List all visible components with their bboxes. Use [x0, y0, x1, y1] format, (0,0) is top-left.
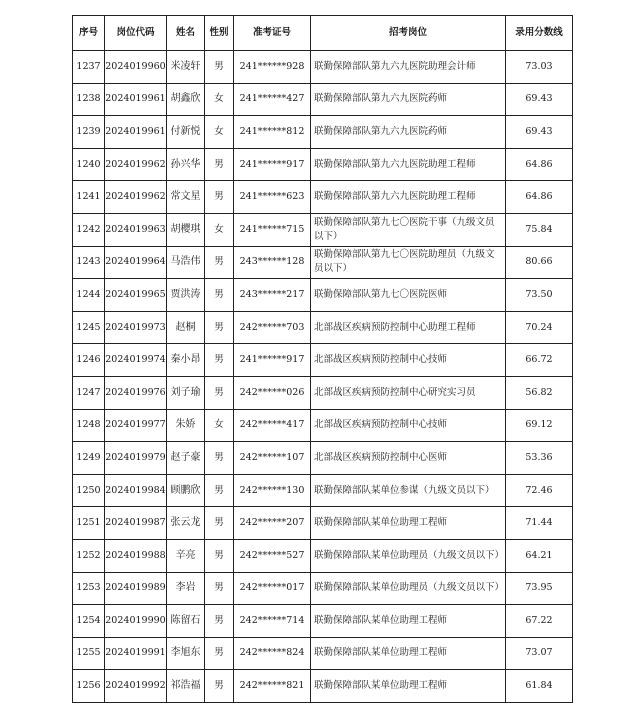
cell-gender: 女 [205, 409, 234, 442]
cell-gender: 女 [205, 116, 234, 149]
cell-name: 李岩 [167, 572, 205, 605]
cell-exam-id: 243******217 [234, 279, 311, 312]
cell-serial: 1239 [73, 116, 105, 149]
cell-post-code: 2024019962 [105, 148, 167, 181]
cell-exam-id: 241******715 [234, 213, 311, 246]
cell-score-line: 61.84 [506, 670, 573, 703]
table-row [73, 181, 573, 214]
cell-score-line: 69.43 [506, 116, 573, 149]
cell-serial: 1255 [73, 637, 105, 670]
cell-score-line: 64.86 [506, 181, 573, 214]
cell-serial: 1253 [73, 572, 105, 605]
cell-name: 贾洪涛 [167, 279, 205, 312]
table-row [73, 637, 573, 670]
cell-position: 联勤保障部队第九六九医院助理会计师 [311, 51, 506, 84]
cell-serial: 1256 [73, 670, 105, 703]
table-body [73, 51, 573, 703]
cell-gender: 男 [205, 51, 234, 84]
cell-exam-id: 242******026 [234, 376, 311, 409]
table-row [73, 246, 573, 279]
cell-position: 北部战区疾病预防控制中心技师 [311, 409, 506, 442]
cell-name: 刘子瑜 [167, 376, 205, 409]
cell-serial: 1252 [73, 539, 105, 572]
cell-serial: 1245 [73, 311, 105, 344]
cell-exam-id: 241******623 [234, 181, 311, 214]
cell-position: 联勤保障部队某单位助理工程师 [311, 637, 506, 670]
table-row [73, 51, 573, 84]
cell-serial: 1246 [73, 344, 105, 377]
cell-serial: 1242 [73, 213, 105, 246]
cell-post-code: 2024019974 [105, 344, 167, 377]
cell-name: 赵桐 [167, 311, 205, 344]
cell-name: 赵子豪 [167, 442, 205, 475]
cell-serial: 1243 [73, 246, 105, 279]
recruitment-score-table [72, 15, 573, 703]
cell-gender: 男 [205, 539, 234, 572]
cell-name: 辛亮 [167, 539, 205, 572]
table-row [73, 116, 573, 149]
cell-score-line: 80.66 [506, 246, 573, 279]
cell-name: 朱娇 [167, 409, 205, 442]
cell-gender: 男 [205, 507, 234, 540]
cell-post-code: 2024019988 [105, 539, 167, 572]
table-row [73, 539, 573, 572]
cell-name: 米凌轩 [167, 51, 205, 84]
cell-post-code: 2024019961 [105, 116, 167, 149]
header-position: 招考岗位 [311, 16, 506, 51]
cell-score-line: 69.43 [506, 83, 573, 116]
cell-gender: 女 [205, 83, 234, 116]
cell-exam-id: 242******821 [234, 670, 311, 703]
cell-score-line: 56.82 [506, 376, 573, 409]
cell-post-code: 2024019962 [105, 181, 167, 214]
cell-exam-id: 242******107 [234, 442, 311, 475]
cell-gender: 男 [205, 376, 234, 409]
cell-gender: 男 [205, 442, 234, 475]
table-row [73, 279, 573, 312]
cell-position: 联勤保障部队第九七〇医院干事（九级文员以下） [311, 213, 506, 246]
cell-gender: 男 [205, 181, 234, 214]
cell-exam-id: 241******917 [234, 344, 311, 377]
cell-serial: 1241 [73, 181, 105, 214]
header-exam-id: 准考证号 [234, 16, 311, 51]
header-score-line: 录用分数线 [506, 16, 573, 51]
cell-serial: 1254 [73, 605, 105, 638]
cell-score-line: 73.50 [506, 279, 573, 312]
cell-position: 联勤保障部队某单位助理工程师 [311, 605, 506, 638]
table-row [73, 474, 573, 507]
cell-position: 联勤保障部队第九六九医院助理工程师 [311, 148, 506, 181]
cell-score-line: 70.24 [506, 311, 573, 344]
cell-position: 北部战区疾病预防控制中心助理工程师 [311, 311, 506, 344]
cell-exam-id: 242******703 [234, 311, 311, 344]
cell-name: 李旭东 [167, 637, 205, 670]
cell-post-code: 2024019979 [105, 442, 167, 475]
cell-score-line: 73.95 [506, 572, 573, 605]
cell-position: 联勤保障部队第九七〇医院助理员（九级文员以下） [311, 246, 506, 279]
cell-position: 联勤保障部队某单位助理员（九级文员以下） [311, 539, 506, 572]
cell-exam-id: 241******917 [234, 148, 311, 181]
table-row [73, 83, 573, 116]
cell-position: 联勤保障部队某单位参谋（九级文员以下） [311, 474, 506, 507]
cell-score-line: 71.44 [506, 507, 573, 540]
cell-serial: 1237 [73, 51, 105, 84]
cell-exam-id: 241******427 [234, 83, 311, 116]
cell-gender: 男 [205, 572, 234, 605]
cell-position: 联勤保障部队第九六九医院药师 [311, 116, 506, 149]
cell-score-line: 73.07 [506, 637, 573, 670]
cell-post-code: 2024019992 [105, 670, 167, 703]
table-row [73, 376, 573, 409]
table-row [73, 213, 573, 246]
table-row [73, 409, 573, 442]
cell-exam-id: 242******417 [234, 409, 311, 442]
header-name: 姓名 [167, 16, 205, 51]
cell-post-code: 2024019961 [105, 83, 167, 116]
cell-exam-id: 242******824 [234, 637, 311, 670]
table-row [73, 311, 573, 344]
cell-exam-id: 242******527 [234, 539, 311, 572]
cell-score-line: 67.22 [506, 605, 573, 638]
cell-position: 联勤保障部队某单位助理工程师 [311, 670, 506, 703]
cell-score-line: 69.12 [506, 409, 573, 442]
table-row [73, 442, 573, 475]
table-row [73, 507, 573, 540]
cell-score-line: 73.03 [506, 51, 573, 84]
cell-serial: 1248 [73, 409, 105, 442]
cell-exam-id: 241******928 [234, 51, 311, 84]
cell-score-line: 75.84 [506, 213, 573, 246]
cell-name: 陈留石 [167, 605, 205, 638]
cell-exam-id: 243******128 [234, 246, 311, 279]
cell-exam-id: 241******812 [234, 116, 311, 149]
cell-serial: 1247 [73, 376, 105, 409]
cell-score-line: 53.36 [506, 442, 573, 475]
cell-post-code: 2024019989 [105, 572, 167, 605]
cell-score-line: 72.46 [506, 474, 573, 507]
cell-post-code: 2024019977 [105, 409, 167, 442]
cell-gender: 男 [205, 670, 234, 703]
cell-name: 付新悦 [167, 116, 205, 149]
cell-position: 联勤保障部队第九六九医院助理工程师 [311, 181, 506, 214]
cell-post-code: 2024019991 [105, 637, 167, 670]
cell-post-code: 2024019973 [105, 311, 167, 344]
cell-name: 张云龙 [167, 507, 205, 540]
cell-position: 联勤保障部队第九六九医院药师 [311, 83, 506, 116]
cell-serial: 1244 [73, 279, 105, 312]
cell-name: 顾鹏欣 [167, 474, 205, 507]
cell-exam-id: 242******130 [234, 474, 311, 507]
cell-exam-id: 242******017 [234, 572, 311, 605]
table-row [73, 148, 573, 181]
cell-exam-id: 242******207 [234, 507, 311, 540]
cell-post-code: 2024019990 [105, 605, 167, 638]
cell-post-code: 2024019963 [105, 213, 167, 246]
table-row [73, 670, 573, 703]
cell-position: 北部战区疾病预防控制中心医师 [311, 442, 506, 475]
cell-gender: 男 [205, 311, 234, 344]
cell-post-code: 2024019965 [105, 279, 167, 312]
cell-serial: 1238 [73, 83, 105, 116]
cell-gender: 男 [205, 246, 234, 279]
cell-gender: 男 [205, 148, 234, 181]
cell-name: 马浩伟 [167, 246, 205, 279]
cell-gender: 女 [205, 213, 234, 246]
cell-name: 常文星 [167, 181, 205, 214]
header-serial: 序号 [73, 16, 105, 51]
cell-post-code: 2024019976 [105, 376, 167, 409]
header-gender: 性别 [205, 16, 234, 51]
cell-name: 孙兴华 [167, 148, 205, 181]
table-row [73, 344, 573, 377]
header-row [73, 16, 573, 51]
cell-gender: 男 [205, 279, 234, 312]
cell-post-code: 2024019964 [105, 246, 167, 279]
cell-score-line: 64.86 [506, 148, 573, 181]
table-row [73, 605, 573, 638]
table-header [73, 16, 573, 51]
cell-post-code: 2024019960 [105, 51, 167, 84]
cell-score-line: 64.21 [506, 539, 573, 572]
cell-position: 联勤保障部队某单位助理工程师 [311, 507, 506, 540]
cell-name: 胡樱琪 [167, 213, 205, 246]
cell-serial: 1250 [73, 474, 105, 507]
cell-exam-id: 242******714 [234, 605, 311, 638]
cell-serial: 1251 [73, 507, 105, 540]
cell-position: 联勤保障部队某单位助理员（九级文员以下） [311, 572, 506, 605]
cell-gender: 男 [205, 605, 234, 638]
cell-gender: 男 [205, 637, 234, 670]
cell-serial: 1240 [73, 148, 105, 181]
cell-name: 胡鑫欣 [167, 83, 205, 116]
cell-gender: 男 [205, 474, 234, 507]
cell-name: 祁浩福 [167, 670, 205, 703]
table-row [73, 572, 573, 605]
header-post-code: 岗位代码 [105, 16, 167, 51]
cell-name: 秦小昂 [167, 344, 205, 377]
cell-position: 联勤保障部队第九七〇医院医师 [311, 279, 506, 312]
cell-score-line: 66.72 [506, 344, 573, 377]
cell-post-code: 2024019984 [105, 474, 167, 507]
cell-post-code: 2024019987 [105, 507, 167, 540]
cell-position: 北部战区疾病预防控制中心技师 [311, 344, 506, 377]
cell-serial: 1249 [73, 442, 105, 475]
cell-position: 北部战区疾病预防控制中心研究实习员 [311, 376, 506, 409]
cell-gender: 男 [205, 344, 234, 377]
